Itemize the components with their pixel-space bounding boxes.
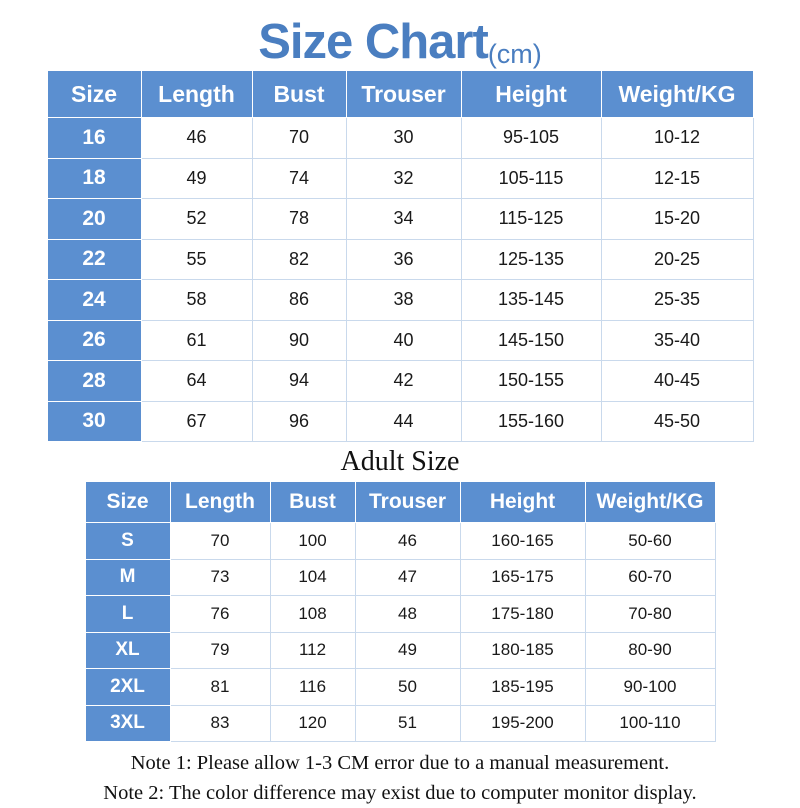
cell-length: 55 — [141, 239, 252, 280]
cell-height: 185-195 — [460, 669, 585, 706]
cell-height: 195-200 — [460, 705, 585, 742]
row-size-label: 18 — [47, 158, 141, 199]
column-header-height: Height — [460, 482, 585, 523]
column-header-weight: Weight/KG — [585, 482, 715, 523]
table-row — [85, 705, 715, 742]
table-row — [85, 596, 715, 633]
note-line-2: Note 2: The color difference may exist due to computer monitor display. — [103, 781, 697, 804]
cell-weight: 25-35 — [601, 280, 753, 321]
adult-size-table — [85, 481, 716, 742]
cell-trouser: 46 — [355, 523, 460, 560]
row-size-label: M — [85, 559, 170, 596]
adult-size-table-block — [0, 481, 800, 742]
cell-weight: 90-100 — [585, 669, 715, 706]
table-row — [47, 361, 753, 402]
column-header-size: Size — [47, 71, 141, 118]
cell-trouser: 51 — [355, 705, 460, 742]
table-row — [85, 669, 715, 706]
notes-section — [0, 749, 800, 808]
cell-trouser: 32 — [346, 158, 461, 199]
cell-length: 46 — [141, 118, 252, 159]
cell-bust: 100 — [270, 523, 355, 560]
cell-height: 115-125 — [461, 199, 601, 240]
row-size-label: S — [85, 523, 170, 560]
cell-height: 135-145 — [461, 280, 601, 321]
cell-height: 145-150 — [461, 320, 601, 361]
cell-bust: 96 — [252, 401, 346, 442]
cell-length: 73 — [170, 559, 270, 596]
table-row — [47, 280, 753, 321]
cell-weight: 60-70 — [585, 559, 715, 596]
cell-weight: 10-12 — [601, 118, 753, 159]
cell-length: 58 — [141, 280, 252, 321]
row-size-label: 26 — [47, 320, 141, 361]
cell-length: 67 — [141, 401, 252, 442]
page-title — [0, 0, 800, 70]
table-row — [47, 158, 753, 199]
cell-length: 81 — [170, 669, 270, 706]
cell-height: 175-180 — [460, 596, 585, 633]
row-size-label: L — [85, 596, 170, 633]
cell-trouser: 36 — [346, 239, 461, 280]
table-row — [47, 199, 753, 240]
cell-bust: 104 — [270, 559, 355, 596]
cell-bust: 74 — [252, 158, 346, 199]
cell-bust: 86 — [252, 280, 346, 321]
table-row — [85, 523, 715, 560]
cell-length: 52 — [141, 199, 252, 240]
cell-bust: 108 — [270, 596, 355, 633]
table-row — [47, 239, 753, 280]
row-size-label: 3XL — [85, 705, 170, 742]
cell-length: 64 — [141, 361, 252, 402]
cell-weight: 80-90 — [585, 632, 715, 669]
column-header-length: Length — [170, 482, 270, 523]
table-row — [47, 118, 753, 159]
cell-bust: 90 — [252, 320, 346, 361]
cell-height: 95-105 — [461, 118, 601, 159]
cell-weight: 70-80 — [585, 596, 715, 633]
cell-height: 155-160 — [461, 401, 601, 442]
cell-trouser: 47 — [355, 559, 460, 596]
cell-weight: 35-40 — [601, 320, 753, 361]
cell-bust: 82 — [252, 239, 346, 280]
cell-trouser: 48 — [355, 596, 460, 633]
column-header-size: Size — [85, 482, 170, 523]
table-header-row — [85, 482, 715, 523]
table-row — [47, 401, 753, 442]
cell-trouser: 50 — [355, 669, 460, 706]
cell-height: 105-115 — [461, 158, 601, 199]
adult-size-heading: Adult Size — [340, 446, 460, 477]
cell-weight: 40-45 — [601, 361, 753, 402]
row-size-label: 2XL — [85, 669, 170, 706]
table-row — [85, 632, 715, 669]
cell-bust: 78 — [252, 199, 346, 240]
cell-length: 61 — [141, 320, 252, 361]
page-title-unit: (cm) — [487, 39, 542, 69]
cell-weight: 100-110 — [585, 705, 715, 742]
cell-height: 125-135 — [461, 239, 601, 280]
cell-height: 150-155 — [461, 361, 601, 402]
cell-weight: 12-15 — [601, 158, 753, 199]
row-size-label: 16 — [47, 118, 141, 159]
table-row — [85, 559, 715, 596]
cell-length: 49 — [141, 158, 252, 199]
cell-length: 70 — [170, 523, 270, 560]
cell-trouser: 30 — [346, 118, 461, 159]
cell-bust: 120 — [270, 705, 355, 742]
cell-weight: 45-50 — [601, 401, 753, 442]
cell-trouser: 49 — [355, 632, 460, 669]
note-line-1: Note 1: Please allow 1-3 CM error due to a manual measurement. — [130, 752, 670, 774]
cell-length: 79 — [170, 632, 270, 669]
row-size-label: XL — [85, 632, 170, 669]
page-title-text: Size Chart — [258, 15, 488, 69]
cell-height: 160-165 — [460, 523, 585, 560]
cell-trouser: 38 — [346, 280, 461, 321]
cell-bust: 70 — [252, 118, 346, 159]
cell-trouser: 34 — [346, 199, 461, 240]
column-header-trouser: Trouser — [355, 482, 460, 523]
column-header-height: Height — [461, 71, 601, 118]
column-header-trouser: Trouser — [346, 71, 461, 118]
row-size-label: 20 — [47, 199, 141, 240]
cell-bust: 94 — [252, 361, 346, 402]
cell-length: 83 — [170, 705, 270, 742]
row-size-label: 22 — [47, 239, 141, 280]
cell-weight: 15-20 — [601, 199, 753, 240]
cell-bust: 112 — [270, 632, 355, 669]
cell-length: 76 — [170, 596, 270, 633]
cell-height: 180-185 — [460, 632, 585, 669]
column-header-length: Length — [141, 71, 252, 118]
cell-weight: 50-60 — [585, 523, 715, 560]
table-row — [47, 320, 753, 361]
row-size-label: 28 — [47, 361, 141, 402]
row-size-label: 24 — [47, 280, 141, 321]
column-header-bust: Bust — [270, 482, 355, 523]
cell-trouser: 42 — [346, 361, 461, 402]
cell-height: 165-175 — [460, 559, 585, 596]
cell-trouser: 44 — [346, 401, 461, 442]
column-header-weight: Weight/KG — [601, 71, 753, 118]
kids-size-table-block — [0, 70, 800, 442]
row-size-label: 30 — [47, 401, 141, 442]
kids-size-table — [47, 70, 754, 442]
cell-trouser: 40 — [346, 320, 461, 361]
column-header-bust: Bust — [252, 71, 346, 118]
table-header-row — [47, 71, 753, 118]
cell-bust: 116 — [270, 669, 355, 706]
cell-weight: 20-25 — [601, 239, 753, 280]
